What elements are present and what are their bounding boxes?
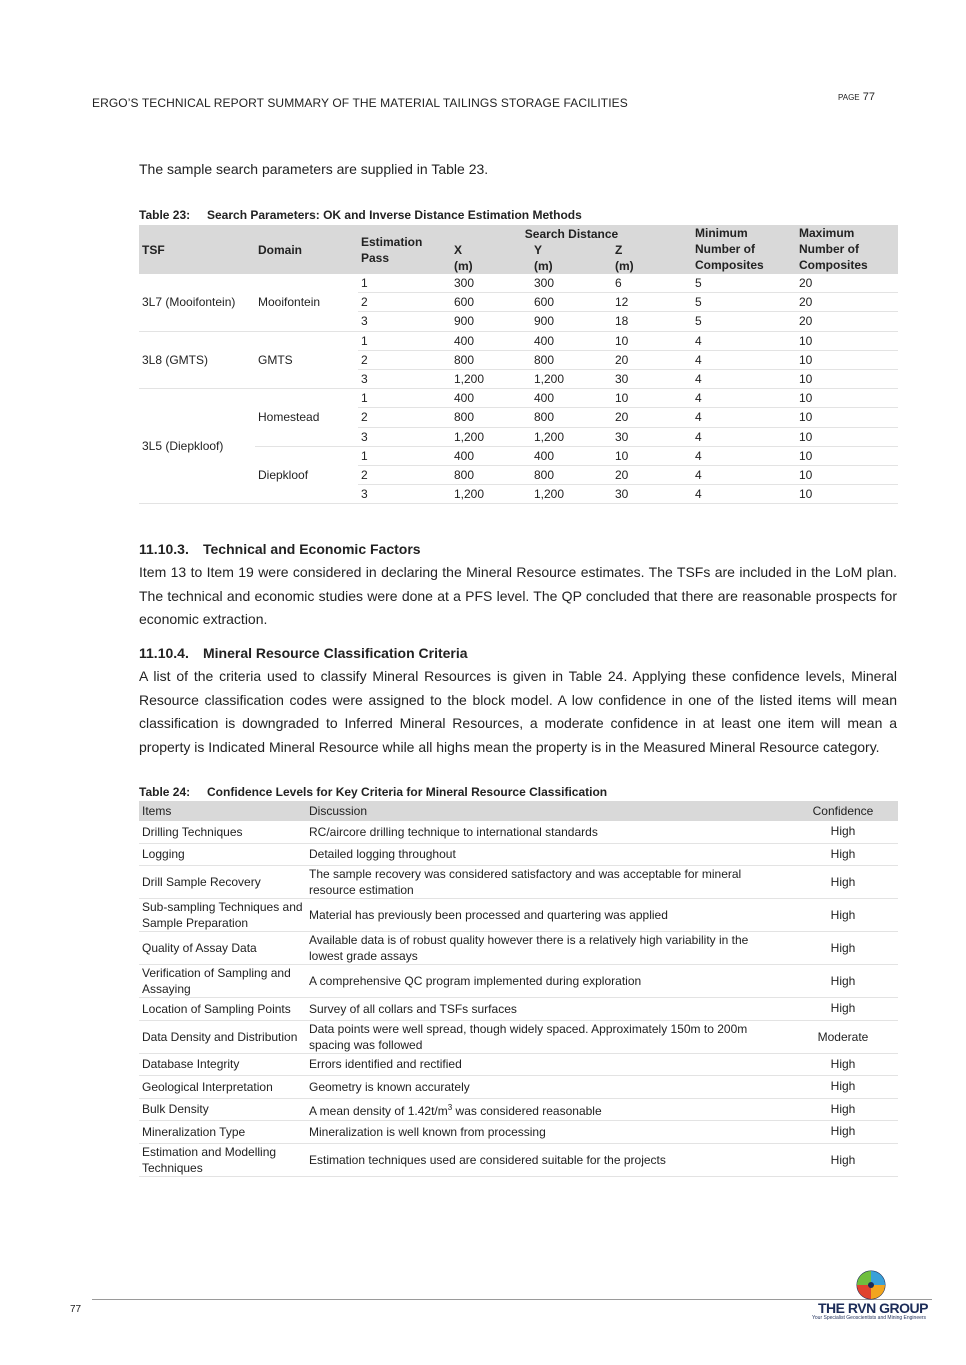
y-cell: 300 — [531, 274, 612, 293]
min-cell: 4 — [692, 350, 796, 369]
confidence-cell: High — [788, 1121, 898, 1144]
col-header-discussion: Discussion — [306, 801, 788, 821]
z-cell: 10 — [612, 446, 692, 465]
pass-cell: 1 — [358, 274, 451, 293]
z-cell: 20 — [612, 465, 692, 484]
item-cell: Geological Interpretation — [139, 1076, 306, 1099]
table-row — [139, 1143, 898, 1176]
min-cell: 4 — [692, 389, 796, 408]
pass-cell: 1 — [358, 389, 451, 408]
item-cell: Database Integrity — [139, 1053, 306, 1076]
table24-caption-text: Confidence Levels for Key Criteria for Mineral Resource Classification — [207, 785, 608, 799]
confidence-cell: High — [788, 998, 898, 1021]
z-cell: 30 — [612, 369, 692, 388]
discussion-cell: Estimation techniques used are considered suitable for the projects — [306, 1143, 788, 1176]
max-cell: 10 — [796, 427, 898, 446]
confidence-cell: High — [788, 1053, 898, 1076]
y-cell: 800 — [531, 465, 612, 484]
min-cell: 5 — [692, 312, 796, 331]
page-prefix: PAGE — [838, 93, 860, 102]
min-cell: 4 — [692, 427, 796, 446]
pass-cell: 2 — [358, 293, 451, 312]
confidence-cell: High — [788, 899, 898, 932]
col-header-items: Items — [139, 801, 306, 821]
table23-caption — [139, 208, 582, 222]
y-cell: 800 — [531, 350, 612, 369]
z-cell: 6 — [612, 274, 692, 293]
x-cell: 400 — [451, 389, 531, 408]
min-cell: 4 — [692, 446, 796, 465]
item-cell: Quality of Assay Data — [139, 932, 306, 965]
x-cell: 400 — [451, 331, 531, 350]
max-cell: 10 — [796, 350, 898, 369]
max-cell: 10 — [796, 465, 898, 484]
x-cell: 300 — [451, 274, 531, 293]
col-header-x-unit: (m) — [451, 258, 531, 274]
max-cell: 20 — [796, 274, 898, 293]
z-cell: 20 — [612, 350, 692, 369]
cubic-superscript: 3 — [447, 1102, 453, 1112]
rvn-logo-icon — [856, 1270, 886, 1300]
item-cell: Mineralization Type — [139, 1121, 306, 1144]
item-cell: Bulk Density — [139, 1098, 306, 1121]
max-cell: 10 — [796, 446, 898, 465]
table-row — [139, 1098, 898, 1121]
table24-caption-number: Table 24: — [139, 785, 191, 799]
item-cell: Drill Sample Recovery — [139, 866, 306, 899]
section-heading-classification-criteria — [139, 645, 468, 661]
pass-cell: 3 — [358, 427, 451, 446]
table24-caption — [139, 785, 607, 799]
y-cell: 800 — [531, 408, 612, 427]
max-cell: 10 — [796, 485, 898, 504]
max-cell: 20 — [796, 312, 898, 331]
min-cell: 4 — [692, 465, 796, 484]
domain-cell: Diepkloof — [255, 446, 358, 504]
max-cell: 10 — [796, 389, 898, 408]
technical-economic-paragraph: Item 13 to Item 19 were considered in declaring the Mineral Resource estimates. The TSFs are included in the LoM plan. The technical and economic studies were done at a PFS level. The QP concluded that there are reasonable prospects for economic extraction. — [139, 564, 897, 627]
table-row — [139, 389, 898, 408]
y-cell: 600 — [531, 293, 612, 312]
classification-criteria-paragraph: A list of the criteria used to classify Mineral Resources is given in Table 24. Applying these confidence levels, Mineral Resource classification codes were assigned to the block model. A low confidence in one of the listed items will mean classification is downgraded to Inferred Mineral Resources, a moderate confidence in at least one item will mean a property is Indicated Mineral Resource while all highs mean the property is in the Measured Mineral Resource category. — [139, 668, 897, 755]
z-cell: 30 — [612, 485, 692, 504]
bulk-density-text-pre: A mean density of 1.42t/m — [309, 1103, 448, 1118]
table-row — [139, 866, 898, 899]
min-cell: 4 — [692, 331, 796, 350]
item-cell: Location of Sampling Points — [139, 998, 306, 1021]
discussion-cell — [306, 1098, 788, 1121]
y-cell: 1,200 — [531, 427, 612, 446]
z-cell: 10 — [612, 389, 692, 408]
confidence-cell: High — [788, 965, 898, 998]
table23-caption-text: Search Parameters: OK and Inverse Distance Estimation Methods — [207, 208, 582, 222]
x-cell: 800 — [451, 408, 531, 427]
domain-cell: Mooifontein — [255, 274, 358, 331]
table-row — [139, 1121, 898, 1144]
item-cell: Logging — [139, 843, 306, 866]
section-number: 11.10.4. — [139, 645, 189, 661]
y-cell: 1,200 — [531, 369, 612, 388]
page-number: 77 — [862, 91, 875, 103]
x-cell: 800 — [451, 350, 531, 369]
min-cell: 4 — [692, 408, 796, 427]
col-header-confidence: Confidence — [788, 801, 898, 821]
table-row — [139, 331, 898, 350]
item-cell: Sub-sampling Techniques and Sample Preparation — [139, 899, 306, 932]
logo-tagline: Your Specialist Geoscientists and Mining Engineers — [812, 1315, 927, 1321]
table-row — [139, 1020, 898, 1053]
table-row — [139, 965, 898, 998]
max-cell: 20 — [796, 293, 898, 312]
item-cell: Verification of Sampling and Assaying — [139, 965, 306, 998]
z-cell: 12 — [612, 293, 692, 312]
pass-cell: 1 — [358, 331, 451, 350]
discussion-cell: A comprehensive QC program implemented during exploration — [306, 965, 788, 998]
discussion-cell: RC/aircore drilling technique to international standards — [306, 821, 788, 843]
footer-divider — [92, 1299, 932, 1300]
section-number: 11.10.3. — [139, 541, 189, 557]
item-cell: Estimation and Modelling Techniques — [139, 1143, 306, 1176]
confidence-cell: High — [788, 1098, 898, 1121]
pass-cell: 2 — [358, 465, 451, 484]
domain-cell: GMTS — [255, 331, 358, 389]
table-row — [139, 274, 898, 293]
x-cell: 1,200 — [451, 485, 531, 504]
pass-cell: 3 — [358, 312, 451, 331]
intro-paragraph: The sample search parameters are supplied in Table 23. — [139, 161, 489, 177]
table-row — [139, 1076, 898, 1099]
col-header-domain: Domain — [255, 225, 358, 274]
tsf-cell: 3L5 (Diepkloof) — [139, 389, 255, 504]
max-cell: 10 — [796, 369, 898, 388]
report-header-title: ERGO’S TECHNICAL REPORT SUMMARY OF THE MATERIAL TAILINGS STORAGE FACILITIES — [92, 96, 628, 110]
discussion-cell: Data points were well spread, though widely spaced. Approximately 150m to 200m spacing was followed — [306, 1020, 788, 1053]
tsf-cell: 3L7 (Mooifontein) — [139, 274, 255, 331]
section-title: Mineral Resource Classification Criteria — [203, 645, 468, 661]
table-row — [139, 932, 898, 965]
discussion-cell: Errors identified and rectified — [306, 1053, 788, 1076]
search-parameters-table — [139, 225, 898, 504]
x-cell: 400 — [451, 446, 531, 465]
discussion-cell: Survey of all collars and TSFs surfaces — [306, 998, 788, 1021]
confidence-levels-table — [139, 801, 898, 1177]
confidence-cell: High — [788, 1076, 898, 1099]
bulk-density-text-post: was considered reasonable — [452, 1103, 602, 1118]
discussion-cell: Mineralization is well known from processing — [306, 1121, 788, 1144]
page-label — [838, 91, 875, 103]
col-header-z: Z — [612, 242, 692, 258]
discussion-cell: Detailed logging throughout — [306, 843, 788, 866]
discussion-cell: The sample recovery was considered satisfactory and was acceptable for mineral resource estimation — [306, 866, 788, 899]
logo-name: THE RVN GROUP — [818, 1300, 928, 1316]
min-cell: 5 — [692, 274, 796, 293]
domain-cell: Homestead — [255, 389, 358, 447]
pass-cell: 3 — [358, 369, 451, 388]
pass-cell: 2 — [358, 408, 451, 427]
col-header-x: X — [451, 242, 531, 258]
rvn-group-logo — [812, 1270, 932, 1322]
pass-cell: 1 — [358, 446, 451, 465]
y-cell: 1,200 — [531, 485, 612, 504]
item-cell: Drilling Techniques — [139, 821, 306, 843]
confidence-cell: High — [788, 821, 898, 843]
col-header-search-distance: Search Distance — [451, 225, 692, 242]
section-title: Technical and Economic Factors — [203, 541, 421, 557]
footer-page-number: 77 — [70, 1304, 82, 1315]
confidence-cell: High — [788, 843, 898, 866]
table-row — [139, 1053, 898, 1076]
max-cell: 10 — [796, 331, 898, 350]
confidence-cell: Moderate — [788, 1020, 898, 1053]
z-cell: 20 — [612, 408, 692, 427]
max-cell: 10 — [796, 408, 898, 427]
tsf-cell: 3L8 (GMTS) — [139, 331, 255, 389]
col-header-minimum-composites: Minimum Number of Composites — [692, 225, 796, 274]
y-cell: 400 — [531, 389, 612, 408]
col-header-tsf: TSF — [139, 225, 255, 274]
x-cell: 1,200 — [451, 369, 531, 388]
z-cell: 30 — [612, 427, 692, 446]
table-row — [139, 998, 898, 1021]
x-cell: 600 — [451, 293, 531, 312]
item-cell: Data Density and Distribution — [139, 1020, 306, 1053]
min-cell: 4 — [692, 369, 796, 388]
confidence-cell: High — [788, 932, 898, 965]
pass-cell: 3 — [358, 485, 451, 504]
pass-cell: 2 — [358, 350, 451, 369]
x-cell: 1,200 — [451, 427, 531, 446]
confidence-cell: High — [788, 1143, 898, 1176]
col-header-maximum-composites: Maximum Number of Composites — [796, 225, 898, 274]
confidence-cell: High — [788, 866, 898, 899]
discussion-cell: Geometry is known accurately — [306, 1076, 788, 1099]
col-header-estimation-pass: Estimation Pass — [358, 225, 451, 274]
x-cell: 900 — [451, 312, 531, 331]
y-cell: 900 — [531, 312, 612, 331]
col-header-z-unit: (m) — [612, 258, 692, 274]
y-cell: 400 — [531, 446, 612, 465]
min-cell: 5 — [692, 293, 796, 312]
y-cell: 400 — [531, 331, 612, 350]
table-row — [139, 821, 898, 843]
x-cell: 800 — [451, 465, 531, 484]
z-cell: 18 — [612, 312, 692, 331]
table23-caption-number: Table 23: — [139, 208, 191, 222]
discussion-cell: Available data is of robust quality however there is a relatively high variability in the lowest grade assays — [306, 932, 788, 965]
z-cell: 10 — [612, 331, 692, 350]
table-row — [139, 843, 898, 866]
col-header-y-unit: (m) — [531, 258, 612, 274]
section-heading-technical-economic — [139, 541, 421, 557]
discussion-cell: Material has previously been processed and quartering was applied — [306, 899, 788, 932]
col-header-y: Y — [531, 242, 612, 258]
min-cell: 4 — [692, 485, 796, 504]
table-row — [139, 899, 898, 932]
